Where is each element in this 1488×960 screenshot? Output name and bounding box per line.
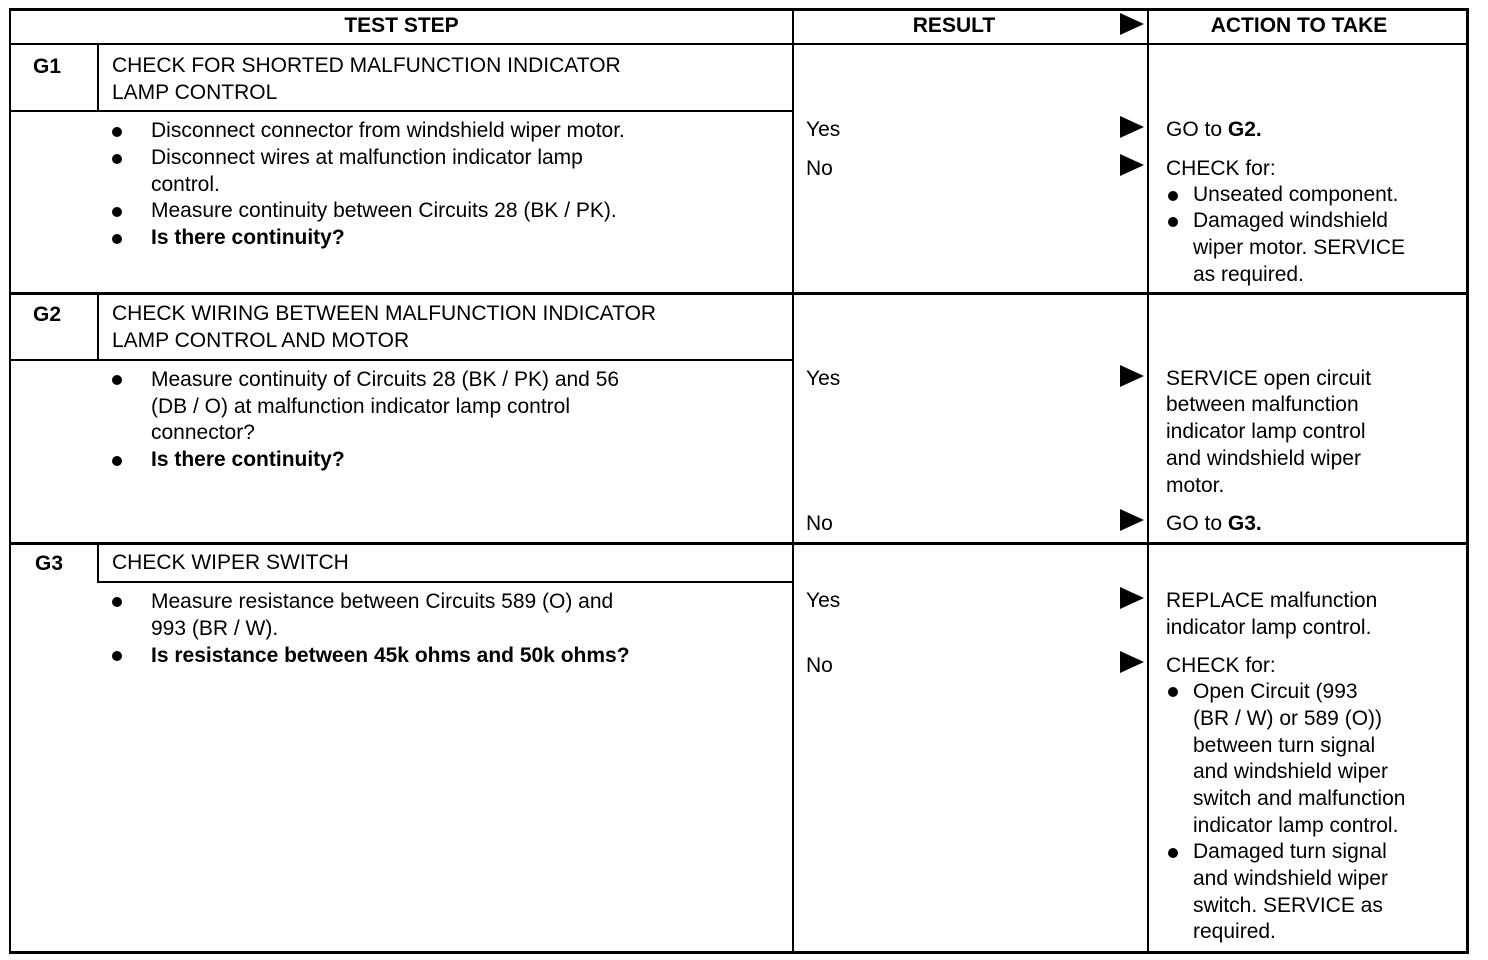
- g3-bullet-1-line1: Measure resistance between Circuits 589 (O) and: [151, 590, 614, 613]
- header-divider: [10, 43, 1468, 45]
- g3-action-yes-line2: indicator lamp control.: [1166, 616, 1372, 639]
- step-title-g1-line2: LAMP CONTROL: [112, 81, 278, 104]
- result-arrow-icon: [1120, 509, 1144, 531]
- table-border-left: [9, 8, 11, 954]
- g1-bullet-4-question: Is there continuity?: [151, 226, 345, 249]
- g1-action-no-bullet-2-line1: Damaged windshield: [1193, 209, 1388, 232]
- bullet-icon: [112, 207, 122, 217]
- step-title-underline-g2: [10, 359, 792, 361]
- g3-action-no-bullet-1-line3: between turn signal: [1193, 734, 1376, 757]
- g3-action-no-bullet-2-line4: required.: [1193, 920, 1276, 943]
- bullet-icon: [112, 234, 122, 244]
- bullet-icon: [112, 375, 122, 385]
- g1-bullet-1: Disconnect connector from windshield wiper motor.: [151, 119, 625, 142]
- result-arrow-icon: [1120, 116, 1144, 138]
- bullet-icon: [1168, 848, 1178, 858]
- bullet-icon: [112, 127, 122, 137]
- g3-action-no-bullet-1-line5: switch and malfunction: [1193, 787, 1406, 810]
- g3-action-no-bullet-1-line2: (BR / W) or 589 (O)): [1193, 707, 1383, 730]
- result-arrow-icon: [1120, 154, 1144, 176]
- step-id-g2: G2: [33, 303, 62, 326]
- g2-bullet-1-line3: connector?: [151, 421, 255, 444]
- g2-result-no: No: [806, 512, 833, 535]
- bullet-icon: [112, 154, 122, 164]
- step-title-underline-g1: [10, 110, 792, 112]
- step-id-g1: G1: [33, 55, 62, 78]
- g3-action-no-head: CHECK for:: [1166, 654, 1276, 677]
- header-test-step: TEST STEP: [344, 14, 459, 37]
- g2-action-yes-line5: motor.: [1166, 474, 1225, 497]
- g1-action-no-head: CHECK for:: [1166, 157, 1276, 180]
- g3-bullet-1-line2: 993 (BR / W).: [151, 617, 279, 640]
- bullet-icon: [112, 456, 122, 466]
- bullet-icon: [112, 597, 122, 607]
- g1-result-no: No: [806, 157, 833, 180]
- g1-result-yes: Yes: [806, 118, 841, 141]
- step-divider-g3: [10, 542, 1468, 545]
- g1-action-no-bullet-1: Unseated component.: [1193, 183, 1399, 206]
- g2-action-yes-line2: between malfunction: [1166, 393, 1359, 416]
- column-divider-action: [1147, 8, 1149, 954]
- table-border-bottom: [10, 951, 1469, 954]
- step-title-g3: CHECK WIPER SWITCH: [112, 551, 349, 574]
- g3-bullet-2-question: Is resistance between 45k ohms and 50k ohms?: [151, 644, 630, 667]
- step-title-g1-line1: CHECK FOR SHORTED MALFUNCTION INDICATOR: [112, 54, 621, 77]
- column-divider-result: [792, 8, 794, 954]
- g1-action-yes: GO to G2.: [1166, 118, 1262, 141]
- header-arrow-icon: [1120, 13, 1144, 35]
- g3-action-no-bullet-1-line4: and windshield wiper: [1193, 760, 1388, 783]
- step-id-divider-g3: [97, 545, 99, 583]
- g2-action-no: GO to G3.: [1166, 512, 1262, 535]
- bullet-icon: [1168, 687, 1178, 697]
- g2-action-yes-line1: SERVICE open circuit: [1166, 367, 1372, 390]
- g1-bullet-3: Measure continuity between Circuits 28 (BK / PK).: [151, 199, 617, 222]
- table-border-right: [1466, 8, 1469, 954]
- g2-action-yes-line3: indicator lamp control: [1166, 420, 1366, 443]
- g1-action-no-bullet-2-line3: as required.: [1193, 263, 1304, 286]
- table-border-top: [10, 8, 1468, 11]
- g3-action-no-bullet-2-line3: switch. SERVICE as: [1193, 894, 1383, 917]
- result-arrow-icon: [1120, 365, 1144, 387]
- bullet-icon: [1168, 217, 1178, 227]
- g3-result-yes: Yes: [806, 589, 841, 612]
- g3-result-no: No: [806, 654, 833, 677]
- g2-bullet-2-question: Is there continuity?: [151, 448, 345, 471]
- step-divider-g2: [10, 292, 1468, 295]
- g3-action-no-bullet-1-line1: Open Circuit (993: [1193, 680, 1358, 703]
- result-arrow-icon: [1120, 587, 1144, 609]
- g2-bullet-1-line2: (DB / O) at malfunction indicator lamp control: [151, 395, 570, 418]
- g3-action-yes-line1: REPLACE malfunction: [1166, 589, 1378, 612]
- header-action-to-take: ACTION TO TAKE: [1210, 14, 1388, 37]
- bullet-icon: [1168, 191, 1178, 201]
- step-id-g3: G3: [35, 552, 64, 575]
- g1-action-no-bullet-2-line2: wiper motor. SERVICE: [1193, 236, 1406, 259]
- g2-result-yes: Yes: [806, 367, 841, 390]
- step-id-divider-g1: [97, 45, 99, 112]
- header-result: RESULT: [912, 14, 996, 37]
- g1-bullet-2-line2: control.: [151, 173, 220, 196]
- g1-bullet-2-line1: Disconnect wires at malfunction indicator lamp: [151, 146, 583, 169]
- step-title-underline-g3: [97, 581, 792, 583]
- g3-action-no-bullet-1-line6: indicator lamp control.: [1193, 814, 1399, 837]
- g3-action-no-bullet-2-line2: and windshield wiper: [1193, 867, 1388, 890]
- result-arrow-icon: [1120, 651, 1144, 673]
- step-title-g2-line2: LAMP CONTROL AND MOTOR: [112, 329, 410, 352]
- g3-action-no-bullet-2-line1: Damaged turn signal: [1193, 840, 1387, 863]
- bullet-icon: [112, 651, 122, 661]
- g2-bullet-1-line1: Measure continuity of Circuits 28 (BK / PK) and 56: [151, 368, 620, 391]
- step-title-g2-line1: CHECK WIRING BETWEEN MALFUNCTION INDICATOR: [112, 302, 657, 325]
- g2-action-yes-line4: and windshield wiper: [1166, 447, 1361, 470]
- step-id-divider-g2: [97, 295, 99, 361]
